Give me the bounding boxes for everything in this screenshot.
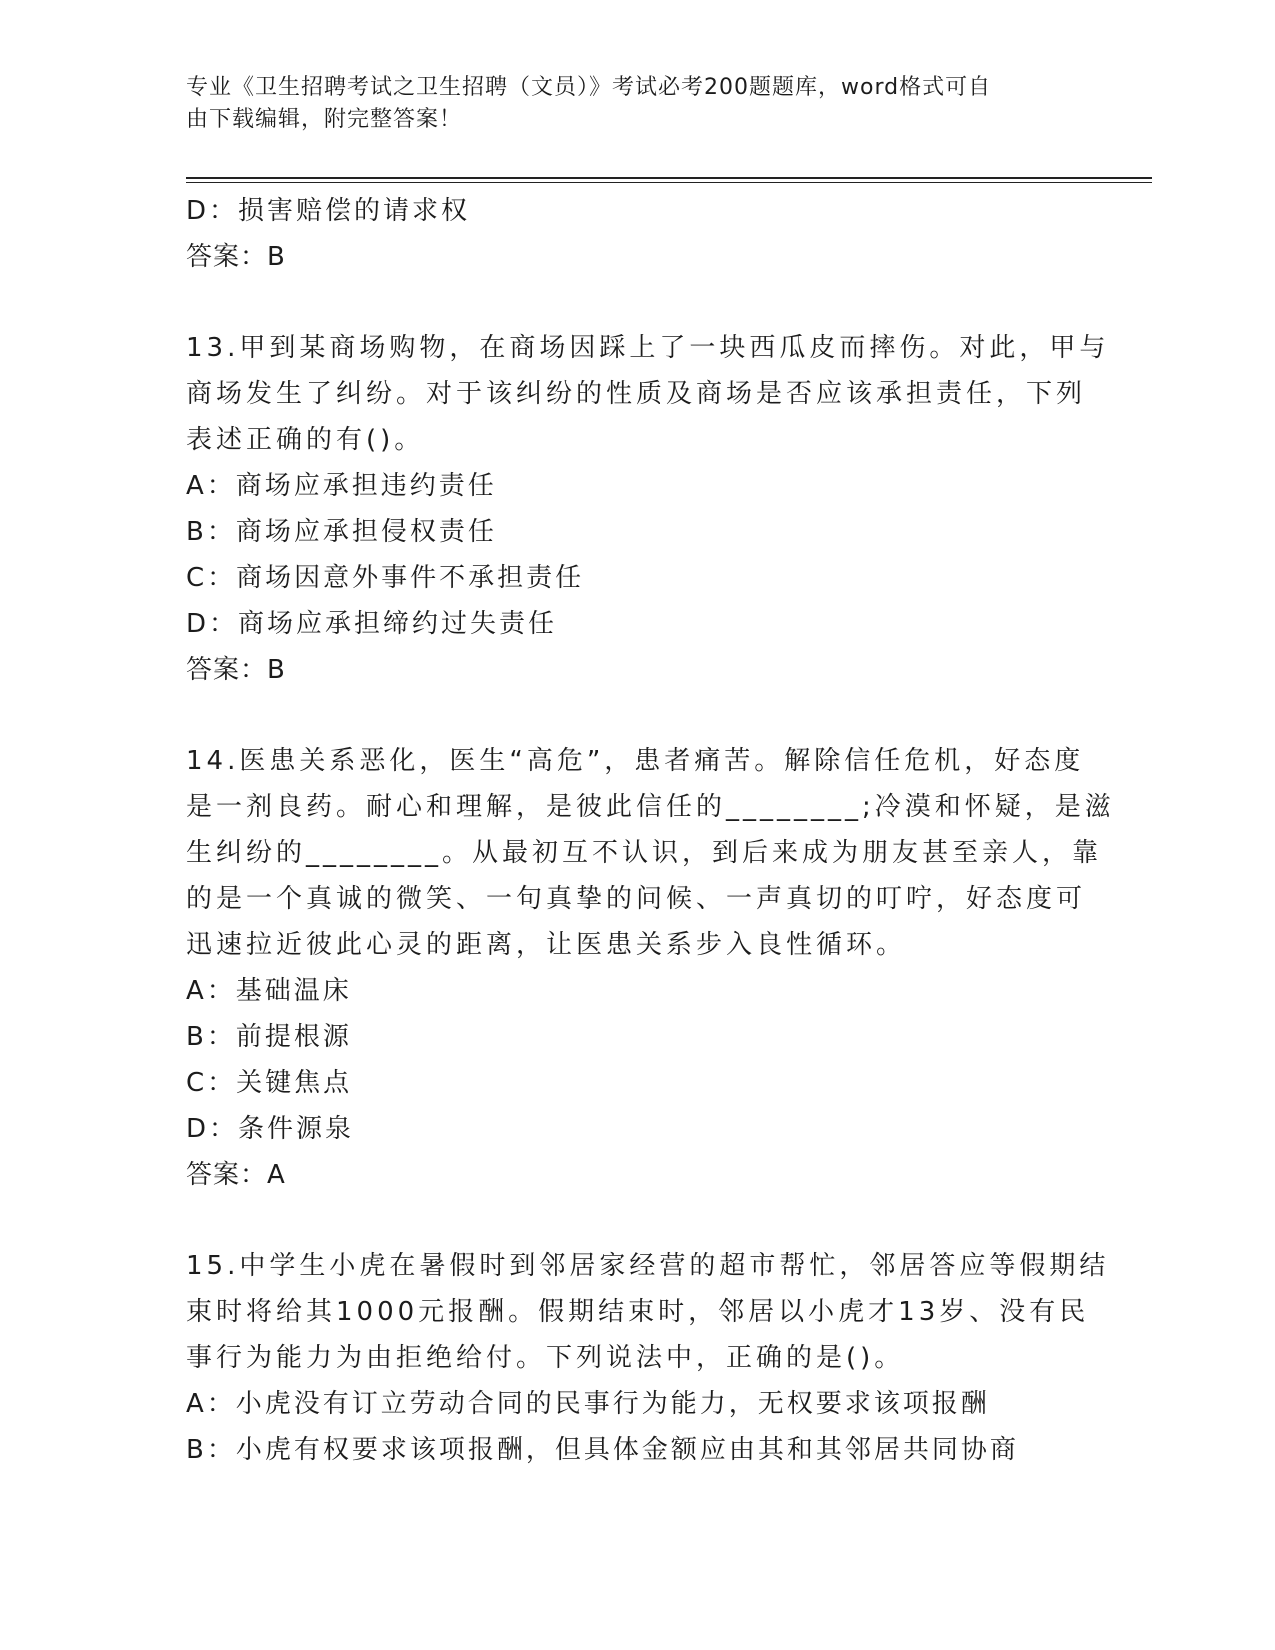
- question-stem: [186, 1243, 1110, 1381]
- previous-question-tail: [186, 188, 1086, 280]
- option-b: B：前提根源: [186, 1022, 352, 1052]
- option-d: D：损害赔偿的请求权: [186, 196, 471, 226]
- option-a: A：基础温床: [186, 976, 352, 1006]
- question-14: [186, 738, 1115, 1198]
- question-15: [186, 1243, 1110, 1473]
- answer-line: 答案：B: [186, 655, 286, 685]
- stem-line: 13.甲到某商场购物，在商场因踩上了一块西瓜皮而摔伤。对此，甲与: [186, 333, 1110, 363]
- stem-line: 14.医患关系恶化，医生“高危”，患者痛苦。解除信任危机，好态度: [186, 746, 1085, 776]
- document-header: [186, 72, 1086, 136]
- stem-line: 的是一个真诚的微笑、一句真挚的问候、一声真切的叮咛，好态度可: [186, 884, 1087, 914]
- question-stem: [186, 325, 1110, 463]
- option-d: D：商场应承担缔约过失责任: [186, 609, 558, 639]
- header-line-1: 专业《卫生招聘考试之卫生招聘（文员）》考试必考200题题库，word格式可自: [186, 75, 992, 100]
- option-d: D：条件源泉: [186, 1114, 355, 1144]
- header-line-2: 由下载编辑，附完整答案！: [186, 107, 463, 132]
- stem-line: 事行为能力为由拒绝给付。下列说法中，正确的是()。: [186, 1343, 905, 1373]
- option-b: B：小虎有权要求该项报酬，但具体金额应由其和其邻居共同协商: [186, 1435, 1019, 1465]
- option-c: C：商场因意外事件不承担责任: [186, 563, 585, 593]
- header-divider-thin: [186, 182, 1152, 183]
- answer-line: 答案：B: [186, 242, 286, 272]
- stem-line: 束时将给其1000元报酬。假期结束时，邻居以小虎才13岁、没有民: [186, 1297, 1090, 1327]
- stem-line: 生纠纷的________。从最初互不认识，到后来成为朋友甚至亲人，靠: [186, 838, 1103, 868]
- question-stem: [186, 738, 1115, 968]
- stem-line: 表述正确的有()。: [186, 425, 425, 455]
- stem-line: 15.中学生小虎在暑假时到邻居家经营的超市帮忙，邻居答应等假期结: [186, 1251, 1110, 1281]
- option-a: A：小虎没有订立劳动合同的民事行为能力，无权要求该项报酬: [186, 1389, 990, 1419]
- answer-line: 答案：A: [186, 1160, 286, 1190]
- header-divider-thick: [186, 177, 1152, 179]
- stem-line: 迅速拉近彼此心灵的距离，让医患关系步入良性循环。: [186, 930, 907, 960]
- question-list: [186, 188, 1115, 1473]
- option-b: B：商场应承担侵权责任: [186, 517, 497, 547]
- question-13: [186, 325, 1110, 693]
- option-a: A：商场应承担违约责任: [186, 471, 497, 501]
- stem-line: 商场发生了纠纷。对于该纠纷的性质及商场是否应该承担责任，下列: [186, 379, 1087, 409]
- stem-line: 是一剂良药。耐心和理解，是彼此信任的________;冷漠和怀疑，是滋: [186, 792, 1115, 822]
- option-c: C：关键焦点: [186, 1068, 353, 1098]
